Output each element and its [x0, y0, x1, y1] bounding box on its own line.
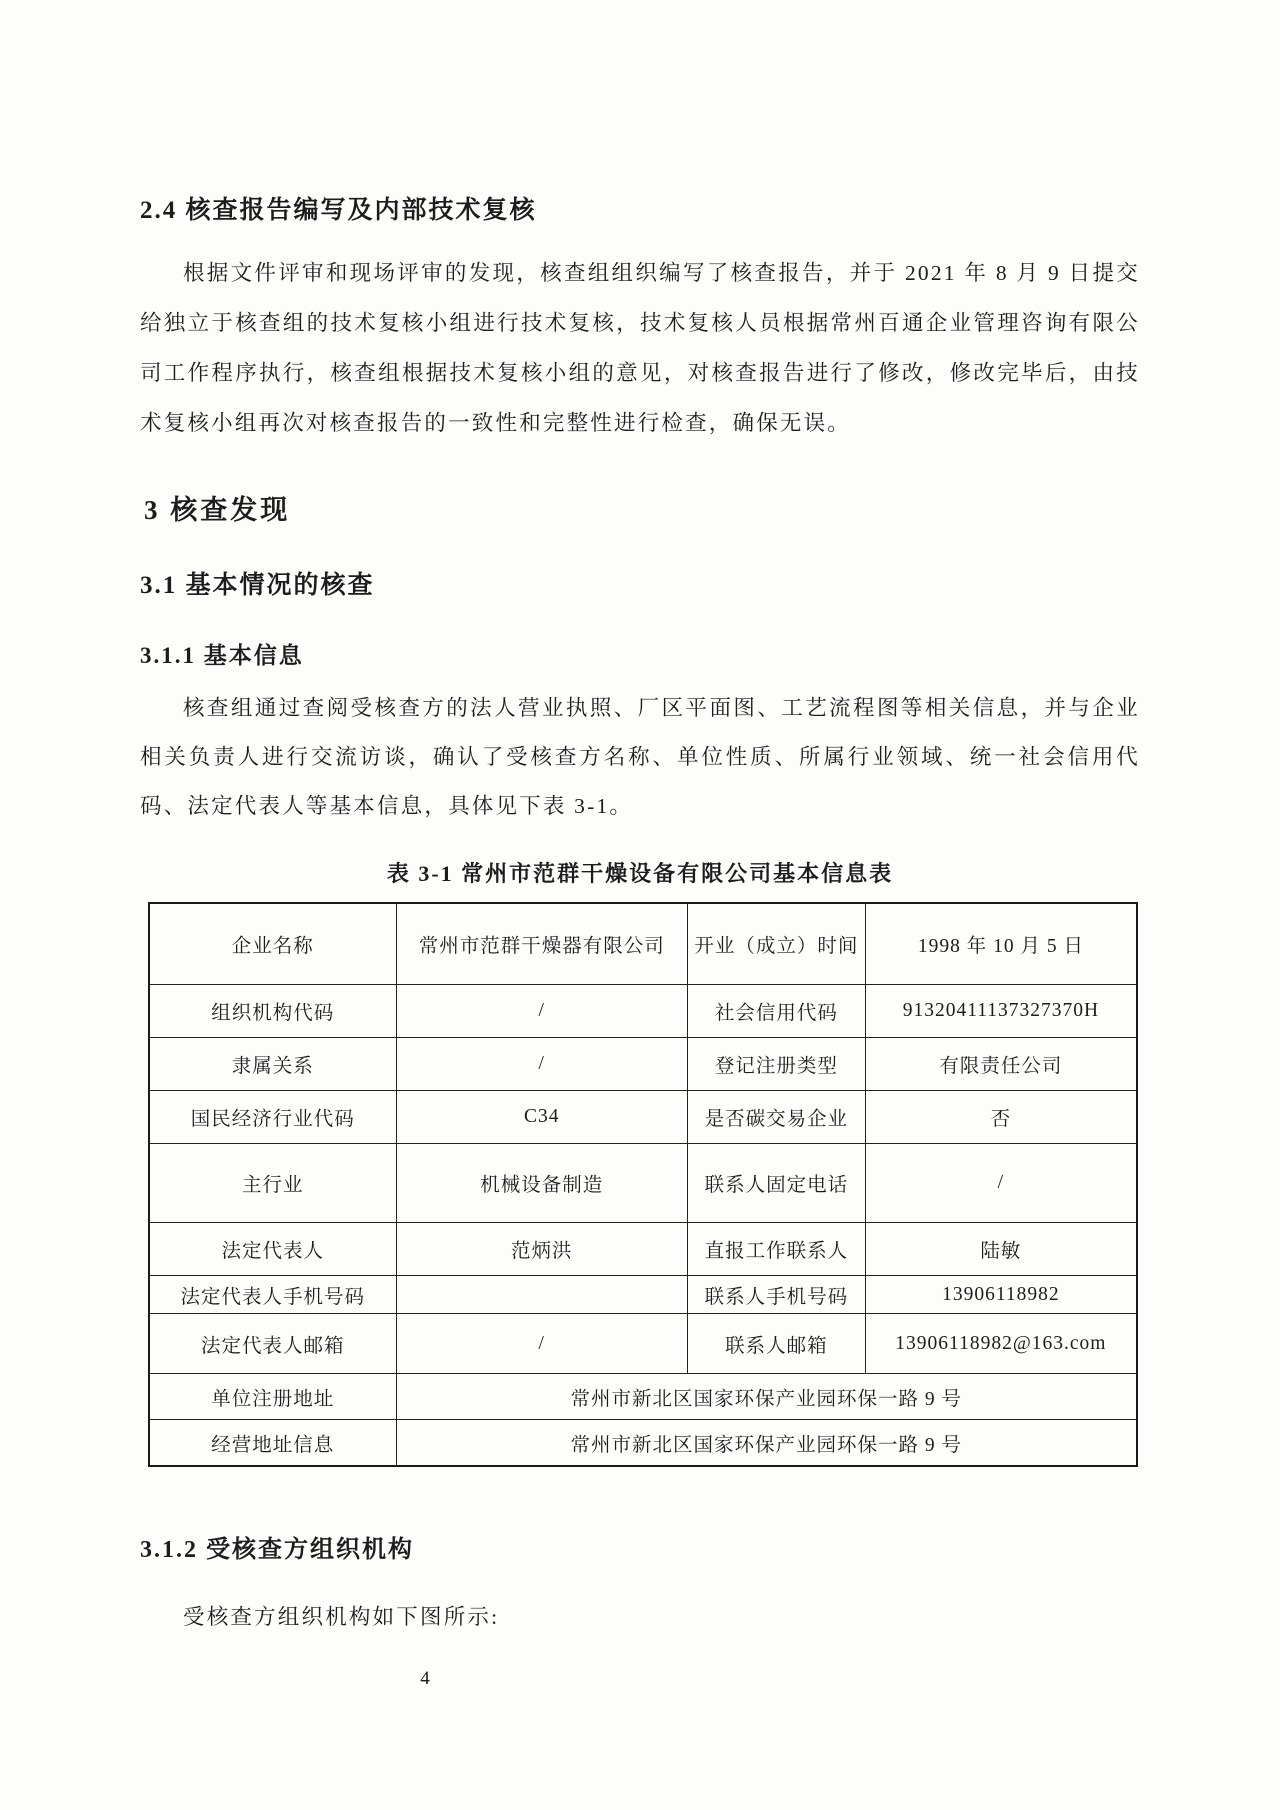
heading-3: 3 核查发现: [144, 495, 291, 525]
cell-label: 社会信用代码: [687, 985, 865, 1038]
cell-label: 联系人固定电话: [687, 1144, 865, 1223]
paragraph-3-1-1: 核查组通过查阅受核查方的法人营业执照、厂区平面图、工艺流程图等相关信息，并与企业相关负责人进行交流访谈，确认了受核查方名称、单位性质、所属行业领域、统一社会信用代码、法定代表人等基本信息，具体见下表 3-1。: [140, 696, 1140, 818]
document-page: [140, 0, 1140, 1640]
table-row: [149, 1091, 1137, 1144]
cell-value: 13906118982@163.com: [865, 1314, 1137, 1374]
table-caption: 表 3-1 常州市范群干燥设备有限公司基本信息表: [386, 861, 894, 886]
cell-label: 法定代表人: [149, 1223, 396, 1276]
paragraph-3-1-2: 受核查方组织机构如下图所示:: [183, 1605, 500, 1629]
cell-label: 主行业: [149, 1144, 396, 1223]
cell-value: [396, 1276, 687, 1314]
paragraph-2-4: 根据文件评审和现场评审的发现，核查组组织编写了核查报告，并于 2021 年 8 月 9 日提交给独立于核查组的技术复核小组进行技术复核，技术复核人员根据常州百通企业管理咨询有限公司工作程序执行，核查组根据技术复核小组的意见，对核查报告进行了修改，修改完毕后，由技术复核小组再次对核查报告的一致性和完整性进行检查，确保无误。: [140, 261, 1140, 435]
cell-value: 常州市新北区国家环保产业园环保一路 9 号: [396, 1374, 1137, 1420]
cell-label: 组织机构代码: [149, 985, 396, 1038]
cell-label: 国民经济行业代码: [149, 1091, 396, 1144]
cell-value: /: [396, 1314, 687, 1374]
cell-label: 经营地址信息: [149, 1420, 396, 1467]
table-row: [149, 1038, 1137, 1091]
cell-value: 陆敏: [865, 1223, 1137, 1276]
cell-value: /: [396, 985, 687, 1038]
cell-value: 常州市范群干燥器有限公司: [396, 903, 687, 985]
table-row-address: [149, 1374, 1137, 1420]
table-row: [149, 985, 1137, 1038]
heading-2-4: 2.4 核查报告编写及内部技术复核: [140, 197, 537, 224]
heading-3-1: 3.1 基本情况的核查: [140, 572, 375, 599]
heading-3-1-2: 3.1.2 受核查方组织机构: [140, 1537, 414, 1563]
cell-label: 法定代表人邮箱: [149, 1314, 396, 1374]
basic-info-table: [148, 902, 1138, 1467]
cell-value: 91320411137327370H: [865, 985, 1137, 1038]
table-row: [149, 903, 1137, 985]
cell-value: 常州市新北区国家环保产业园环保一路 9 号: [396, 1420, 1137, 1467]
cell-value: C34: [396, 1091, 687, 1144]
table-row: [149, 1144, 1137, 1223]
page-number: 4: [420, 1668, 430, 1689]
cell-label: 联系人手机号码: [687, 1276, 865, 1314]
cell-value: 否: [865, 1091, 1137, 1144]
table-row: [149, 1314, 1137, 1374]
cell-label: 法定代表人手机号码: [149, 1276, 396, 1314]
cell-label: 是否碳交易企业: [687, 1091, 865, 1144]
cell-label: 直报工作联系人: [687, 1223, 865, 1276]
cell-value: /: [865, 1144, 1137, 1223]
cell-label: 企业名称: [149, 903, 396, 985]
heading-3-1-1: 3.1.1 基本信息: [140, 643, 304, 668]
cell-value: 有限责任公司: [865, 1038, 1137, 1091]
table-row: [149, 1223, 1137, 1276]
table-row-address: [149, 1420, 1137, 1467]
table-row: [149, 1276, 1137, 1314]
cell-value: 13906118982: [865, 1276, 1137, 1314]
cell-label: 联系人邮箱: [687, 1314, 865, 1374]
cell-label: 开业（成立）时间: [687, 903, 865, 985]
cell-value: 机械设备制造: [396, 1144, 687, 1223]
cell-label: 单位注册地址: [149, 1374, 396, 1420]
cell-value: 1998 年 10 月 5 日: [865, 903, 1137, 985]
cell-label: 登记注册类型: [687, 1038, 865, 1091]
cell-value: 范炳洪: [396, 1223, 687, 1276]
cell-value: /: [396, 1038, 687, 1091]
cell-label: 隶属关系: [149, 1038, 396, 1091]
